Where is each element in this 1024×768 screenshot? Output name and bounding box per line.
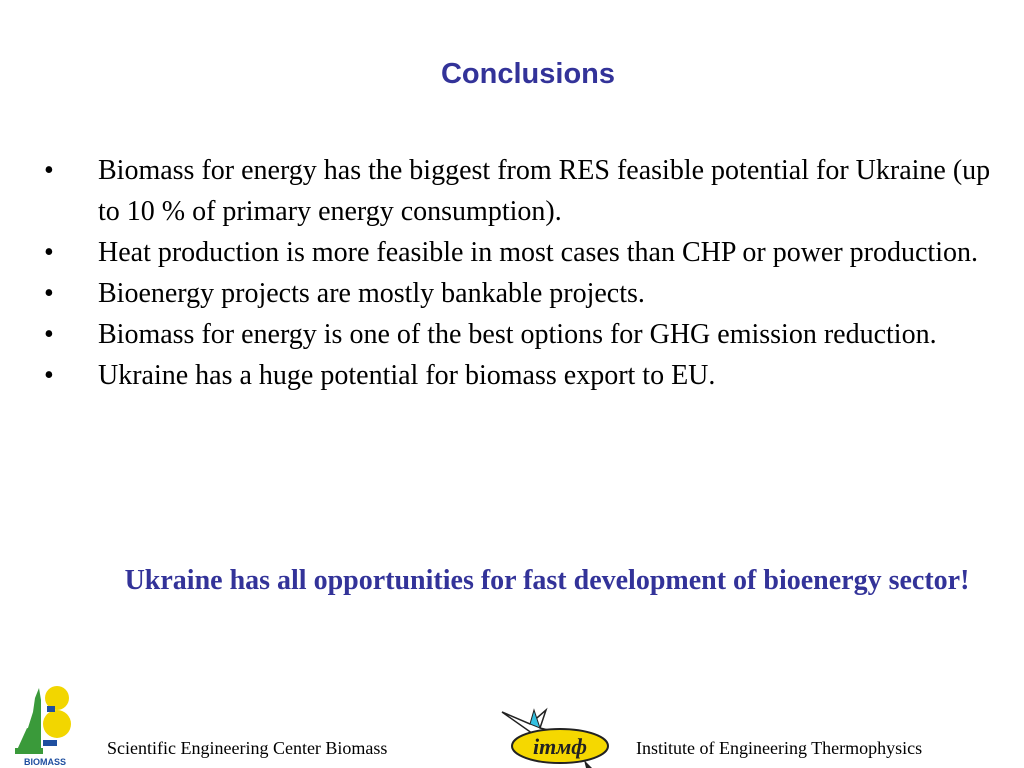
bullet-item	[0, 232, 1024, 273]
conclusion-statement: Ukraine has all opportunities for fast development of bioenergy sector!	[124, 565, 970, 596]
bullet-icon: •	[44, 319, 54, 350]
bullet-icon: •	[44, 360, 54, 391]
itmf-logo-icon	[500, 706, 618, 768]
bullet-item	[0, 314, 1024, 355]
bullet-text: Heat production is more feasible in most cases than CHP or power production.	[98, 237, 978, 268]
bullet-icon: •	[44, 155, 54, 186]
bullet-text: Ukraine has a huge potential for biomass export to EU.	[98, 360, 716, 391]
bullet-text: Biomass for energy is one of the best options for GHG emission reduction.	[98, 319, 937, 350]
bullet-list	[0, 150, 1024, 396]
bullet-icon: •	[44, 237, 54, 268]
biomass-logo-text: BIOMASS	[23, 757, 67, 767]
bullet-text: Biomass for energy has the biggest from RES feasible potential for Ukraine (up to 10 % of primary energy consumption).	[98, 155, 991, 227]
bullet-item	[0, 273, 1024, 314]
bullet-item	[0, 150, 1024, 232]
footer-left-label: Scientific Engineering Center Biomass	[107, 738, 388, 758]
slide-title: Conclusions	[440, 58, 615, 90]
bullet-icon: •	[44, 278, 54, 309]
bullet-text: Bioenergy projects are mostly bankable projects.	[98, 278, 645, 309]
biomass-logo-icon	[13, 684, 77, 768]
itmf-logo-text: ітмф	[532, 734, 588, 759]
bullet-item	[0, 355, 1024, 396]
footer-right-label: Institute of Engineering Thermophysics	[636, 738, 923, 758]
